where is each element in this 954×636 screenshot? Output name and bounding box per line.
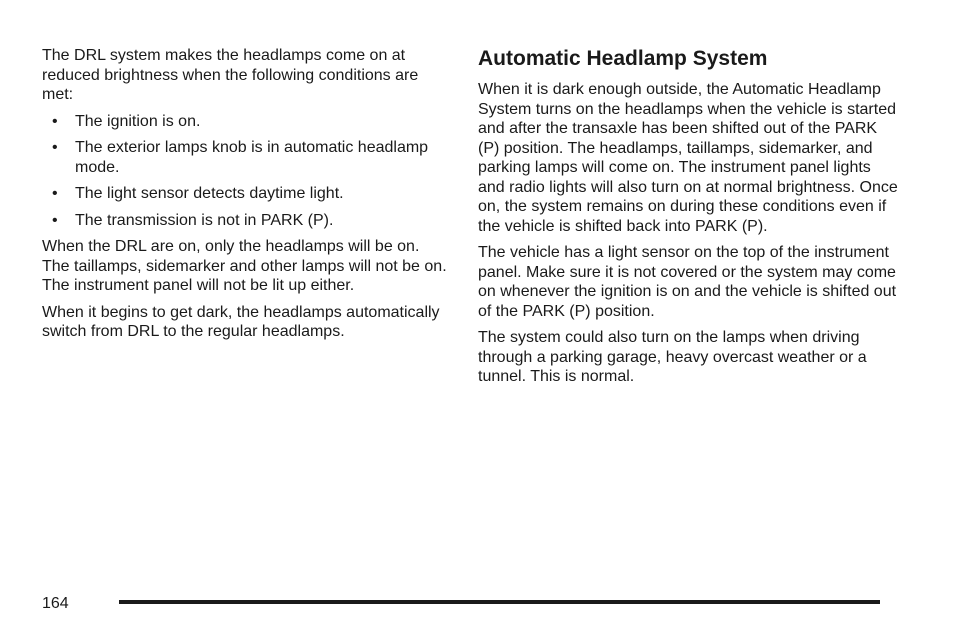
list-item [42,184,447,204]
section-heading: Automatic Headlamp System [478,47,768,70]
drl-conditions-list [42,112,447,231]
bullet-icon: • [52,185,58,202]
bullet-icon: • [52,211,58,229]
list-item-text: The ignition is on. [75,112,201,130]
drl-intro-paragraph: The DRL system makes the headlamps come on at reduced brightness when the following conditions are met: [42,47,419,103]
drl-on-paragraph: When the DRL are on, only the headlamps will be on. The taillamps, sidemarker and other lamps will not be on. The instrument panel will not be lit up either. [42,238,447,294]
bullet-icon: • [52,139,58,156]
auto-headlamp-paragraph: When it is dark enough outside, the Automatic Headlamp System turns on the headlamps when the vehicle is started and after the transaxle has been shifted out of the PARK (P) position. The headlamps, taillamps, sidemarker, and parking lamps will come on. The instrument panel lights and radio lights will also turn on at normal brightness. Once on, the system remains on during these conditions even if the vehicle is shifted back into PARK (P). [478,81,898,235]
page-number: 164 [42,595,69,612]
list-item-text: The exterior lamps knob is in automatic headlamp mode. [75,139,429,176]
list-item-text: The light sensor detects daytime light. [75,185,344,202]
list-item [42,211,447,231]
right-column [478,46,898,394]
drl-dark-paragraph: When it begins to get dark, the headlamps automatically switch from DRL to the regular headlamps. [42,303,440,340]
list-item-text: The transmission is not in PARK (P). [75,211,334,229]
list-item [42,112,447,132]
parking-garage-paragraph: The system could also turn on the lamps when driving through a parking garage, heavy overcast weather or a tunnel. This is normal. [478,329,867,385]
bullet-icon: • [52,112,58,130]
light-sensor-paragraph: The vehicle has a light sensor on the top of the instrument panel. Make sure it is not covered or the system may come on whenever the ignition is on and the vehicle is shifted out of the PARK (P) position. [478,244,897,320]
left-column [42,46,447,349]
list-item [42,138,447,177]
footer-divider [119,600,880,604]
